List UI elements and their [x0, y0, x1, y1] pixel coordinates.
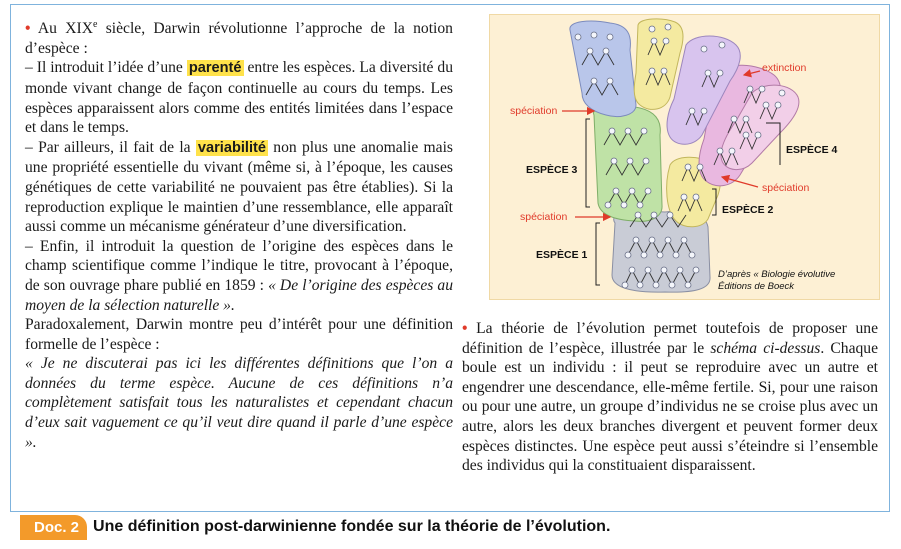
bullet-icon: •	[462, 320, 468, 337]
parente-text-b: entre les espèces. La diversité du monde vivant change de façon continuelle au cours du temps. Les espèces apparaissent alors comme des entités limitées dans l’espace et dans le temps.	[25, 59, 453, 137]
label-extinction: extinction	[762, 62, 807, 74]
left-text-column	[25, 15, 453, 452]
label-speciation-1: spéciation	[510, 105, 558, 117]
evolution-diagram	[489, 14, 880, 300]
paragraph-origine	[25, 237, 453, 315]
doc-number-tag: Doc. 2	[20, 515, 87, 540]
document-frame	[10, 4, 890, 512]
label-espece-1: ESPÈCE 1	[536, 249, 588, 261]
diagram-svg	[490, 15, 880, 300]
century-superscript: e	[92, 19, 98, 30]
paragraph-intro	[25, 15, 453, 58]
bullet-icon: •	[25, 20, 31, 38]
schema-reference: schéma ci-dessus	[710, 339, 821, 357]
right-text-column	[462, 319, 878, 476]
label-speciation-2: spéciation	[520, 211, 568, 223]
origine-text-a: – Enfin, il introduit la question de l’origine des espèces dans le champ scientifique comme l’indique le titre, provocant à l’époque, de son ouvrage phare publié en 1859 :	[25, 237, 453, 294]
figure-credit-line-1: D’après « Biologie évolutive	[718, 269, 836, 280]
variabilite-text-b: non plus une anomalie mais une propriété essentielle du vivant (même si, à l’époque, les causes génétiques de cette variabilité ne pouvaient pas être établies). Si la reproduction explique le maintien d’une ressemblance, elle apparaît aussi comme un mécanisme générateur d’une diversification.	[25, 138, 453, 236]
caption-title: Une définition post-darwinienne fondée sur la théorie de l’évolution.	[93, 518, 611, 535]
parente-text-a: – Il introduit l’idée d’une	[25, 59, 187, 77]
darwin-quote: « Je ne discuterai pas ici les différentes définitions que l’on a données du terme espèce. Aucune de ces définitions n’a complètement satisfait tous les naturalistes et cependant chacun d’eux sait vaguement ce qu’il veut dire quand il parle d’une espèce ».	[25, 355, 453, 451]
paragraph-variabilite	[25, 138, 453, 237]
definition-text-a: La théorie de l’évolution permet toutefois de proposer une définition de l’espèce, illustrée par le	[462, 320, 878, 357]
paragraph-parente	[25, 58, 453, 137]
document-caption	[10, 513, 890, 541]
label-espece-4: ESPÈCE 4	[786, 144, 838, 156]
label-espece-3: ESPÈCE 3	[526, 164, 578, 176]
bracket-espece-1	[596, 223, 600, 285]
label-speciation-3: spéciation	[762, 182, 810, 194]
paragraph-definition	[462, 319, 878, 476]
paragraph-paradoxe: Paradoxalement, Darwin montre peu d’intérêt pour une définition formelle de l’espèce :	[25, 316, 453, 353]
intro-text-b: siècle, Darwin révolutionne l’approche de la notion d’espèce :	[25, 20, 453, 57]
definition-text-b: . Chaque boule est un individu : il peut se reproduire avec un autre et engendrer une descendance, elle-même fertile. Si, pour une raison ou pour une autre, un groupe d’individus ne se croise plus avec un autre, alors les deux branches divergent et peuvent former deux espèces distinctes. Une espèce peut aussi s’éteindre si l’ensemble des individus qui la constituaient disparaissent.	[462, 339, 879, 475]
figure-credit-line-2: Éditions de Boeck	[718, 281, 795, 292]
intro-text-a: Au XIX	[37, 20, 93, 38]
book-title: « De l’origine des espèces au moyen de la sélection naturelle ».	[25, 276, 453, 314]
highlight-parente: parenté	[188, 60, 242, 77]
bracket-espece-3	[586, 119, 590, 207]
highlight-variabilite: variabilité	[197, 139, 267, 156]
label-espece-2: ESPÈCE 2	[722, 204, 774, 216]
variabilite-text-a: – Par ailleurs, il fait de la	[25, 138, 196, 156]
